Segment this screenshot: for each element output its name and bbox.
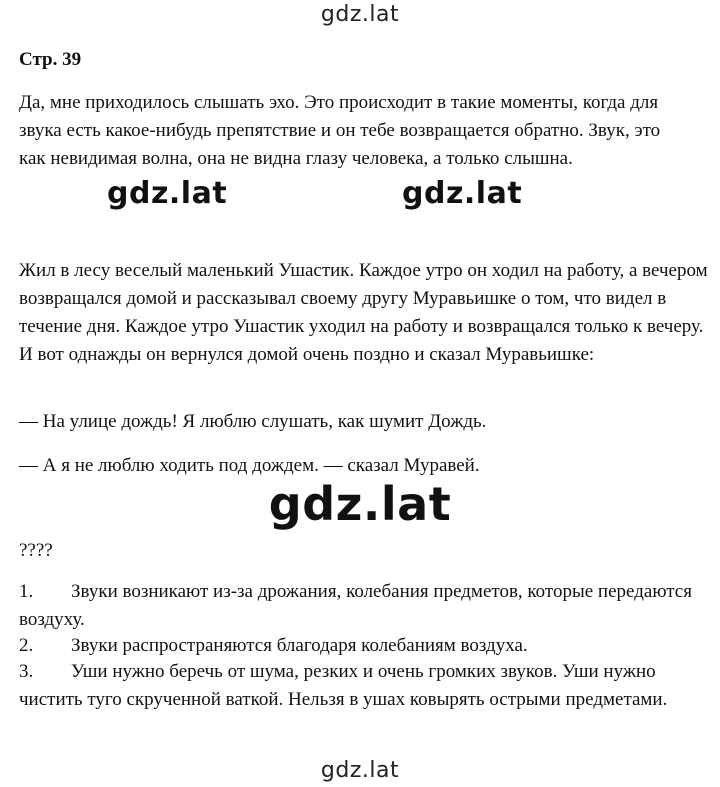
list-item-text: Уши нужно беречь от шума, резких и очень громких звуков. Уши нужно чистить туго скрученной ваткой. Нельзя в ушах ковырять острыми предметами. (19, 661, 668, 710)
watermark-top: gdz.lat (320, 2, 400, 27)
list-item-number: 3. (19, 661, 34, 682)
watermark-left: gdz.lat (107, 176, 228, 211)
watermark-bottom: gdz.lat (320, 758, 400, 783)
watermark-right: gdz.lat (402, 176, 523, 211)
question-marks: ???? (19, 540, 53, 561)
list-item-number: 2. (19, 635, 34, 656)
dialogue-line-2: — А я не люблю ходить под дождем. — сказал Муравей. (19, 455, 480, 476)
list-item-number: 1. (19, 581, 34, 602)
list-item-text: Звуки возникают из-за дрожания, колебания предметов, которые передаются воздуху. (19, 581, 692, 630)
watermark-center: gdz.lat (268, 477, 452, 531)
page-heading: Стр. 39 (19, 49, 82, 70)
paragraph-echo: Да, мне приходилось слышать эхо. Это происходит в такие моменты, когда для звука есть какое-нибудь препятствие и он тебе возвращается обратно. Звук, это как невидимая волна, она не видна глазу человека, а только слышна. (19, 92, 661, 169)
paragraph-story: Жил в лесу веселый маленький Ушастик. Каждое утро он ходил на работу, а вечером возвращался домой и рассказывал своему другу Муравьишке о том, что видел в течение дня. Каждое утро Ушастик уходил на работу и возвращался только к вечеру. И вот однажды он вернулся домой очень поздно и сказал Муравьишке: (19, 260, 708, 365)
list-item (19, 658, 709, 714)
list-item (19, 578, 709, 634)
list-item-text: Звуки распространяются благодаря колебаниям воздуха. (71, 635, 528, 656)
dialogue-line-1: — На улице дождь! Я люблю слушать, как шумит Дождь. (19, 411, 487, 432)
list-item (19, 632, 709, 660)
